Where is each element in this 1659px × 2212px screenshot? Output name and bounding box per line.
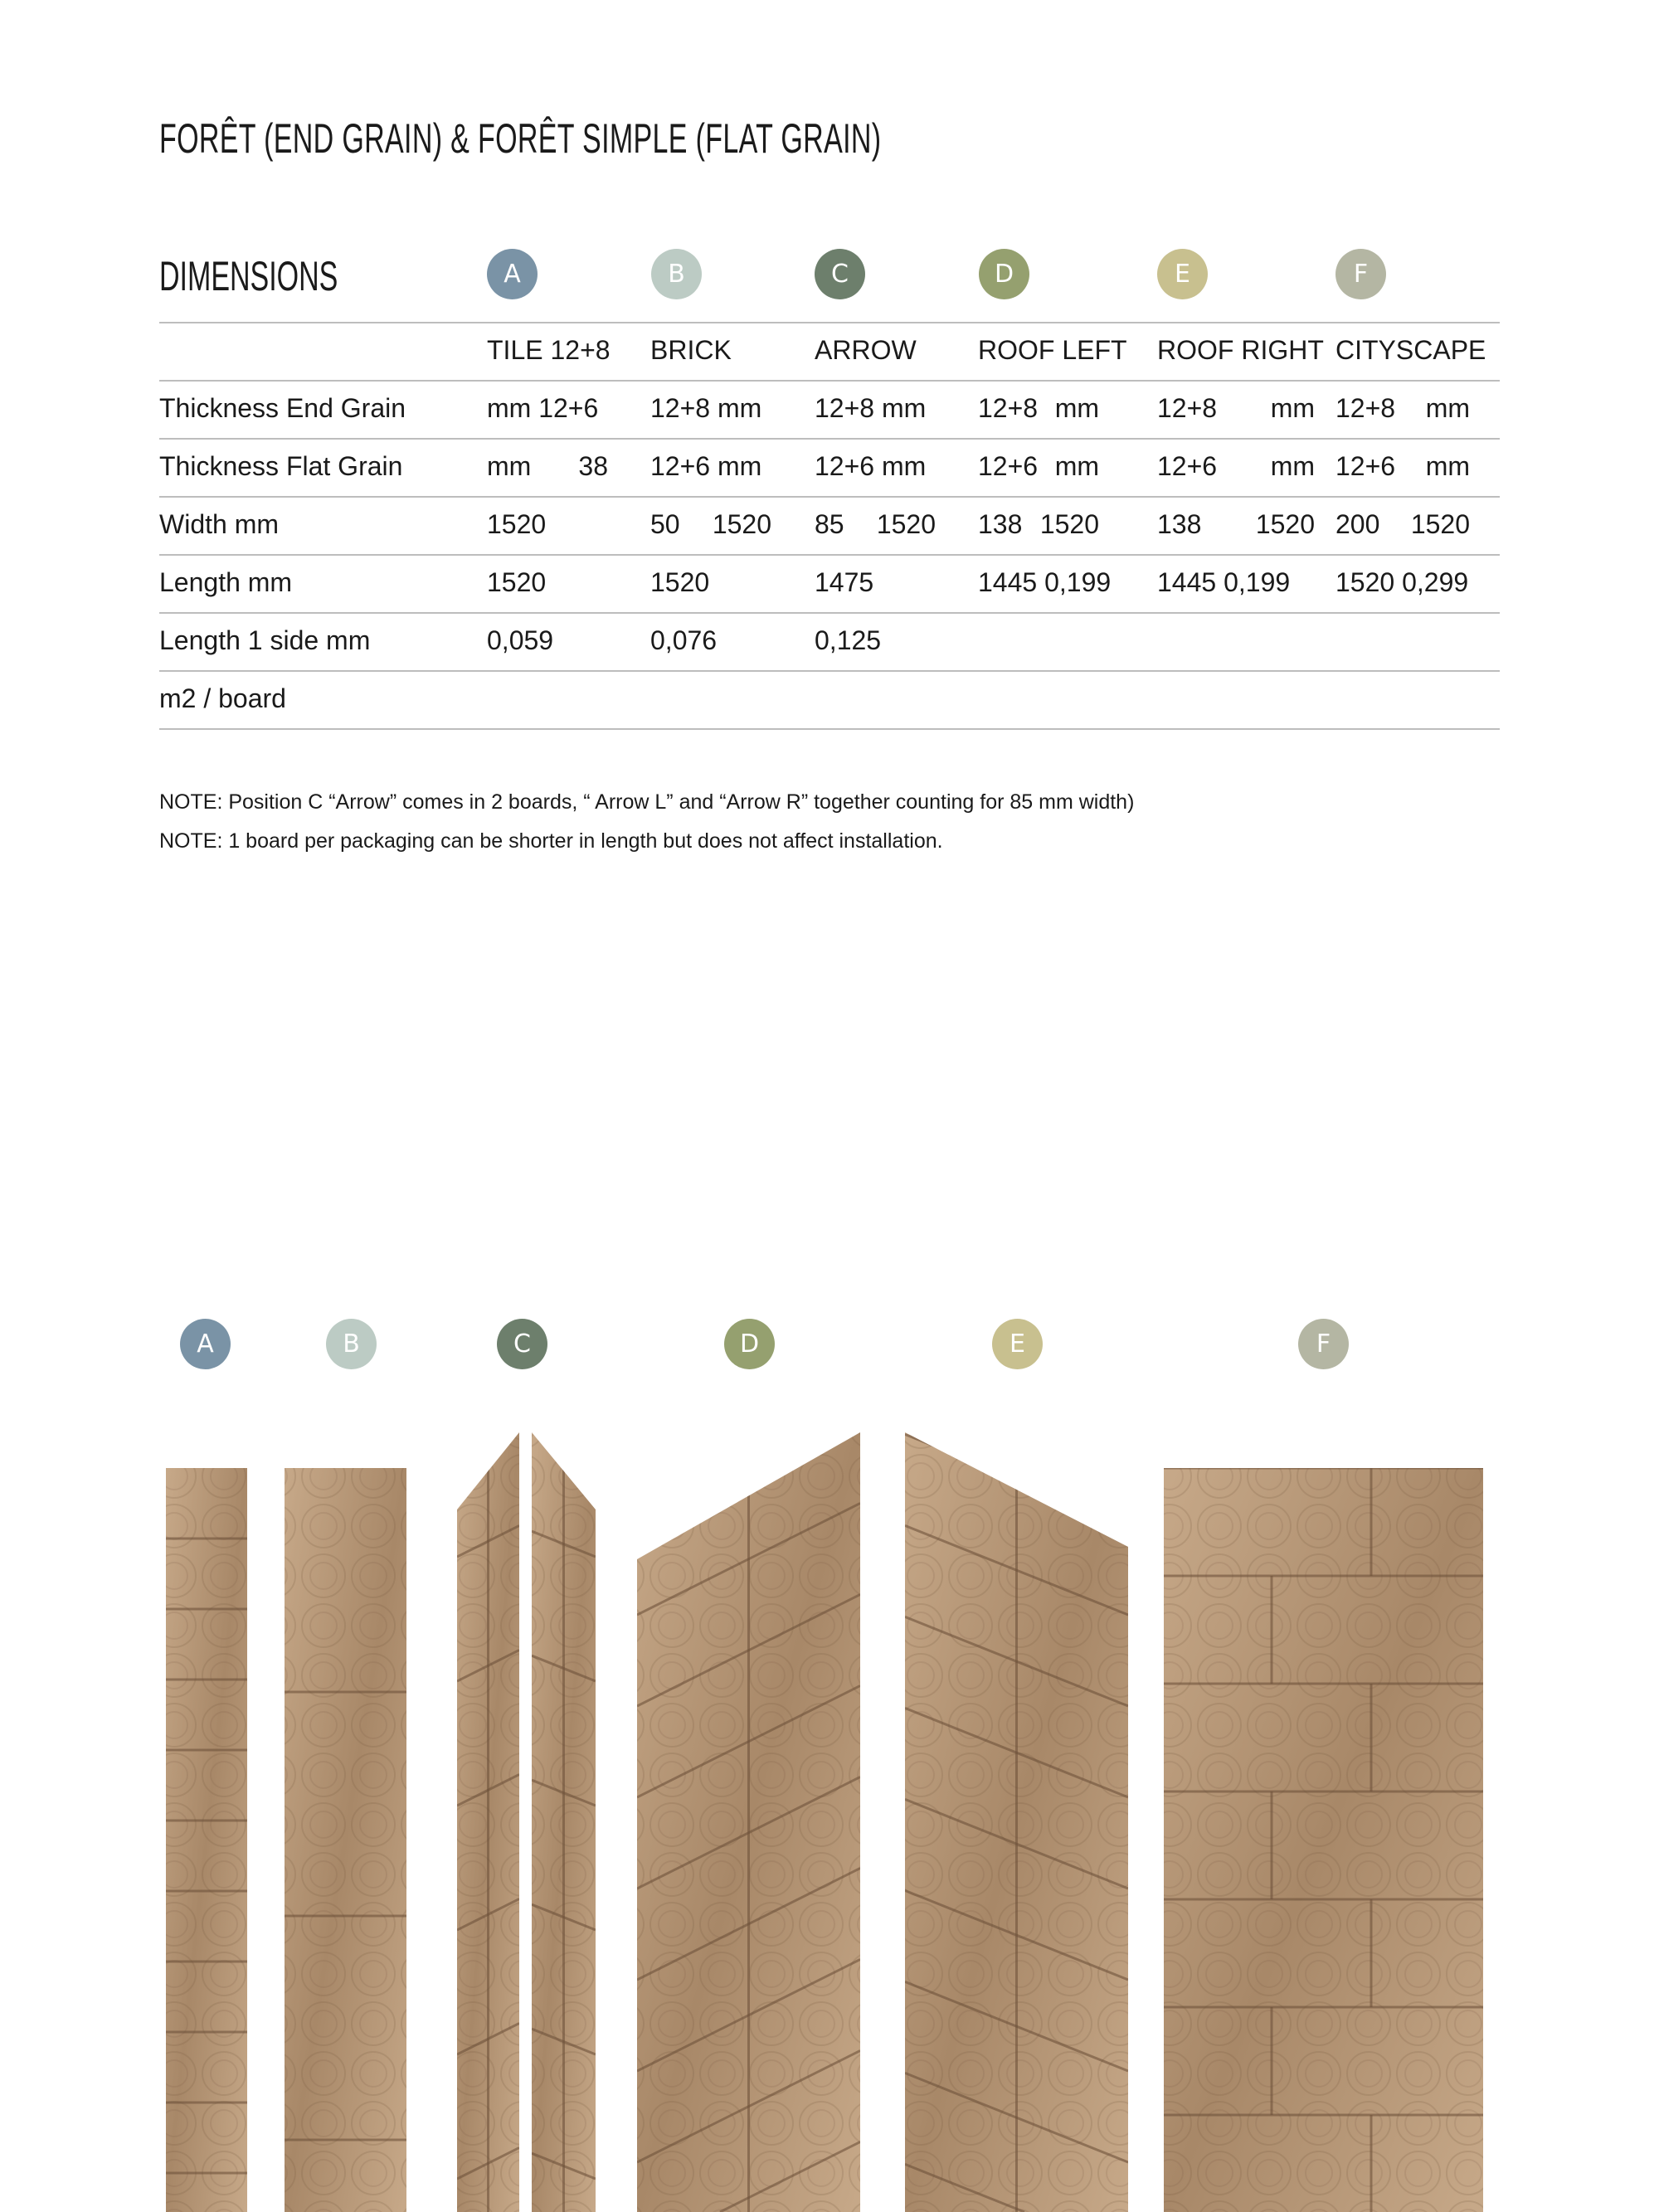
board-badge-b: B <box>326 1319 377 1369</box>
page-title: FORÊT (END GRAIN) & FORÊT SIMPLE (FLAT GRAIN) <box>159 115 882 162</box>
note-arrow: NOTE: Position C “Arrow” comes in 2 boards, “ Arrow L” and “Arrow R” together counting for 85 mm width) <box>159 790 1135 814</box>
table-row <box>159 554 1500 612</box>
cell-value: 12+8 mm <box>650 393 762 423</box>
position-badge-f: F <box>1335 249 1386 299</box>
table-cell <box>978 335 1127 366</box>
table-cell <box>487 393 608 424</box>
cell-value: 12+8 <box>978 393 1039 423</box>
cell-value: 12+6 <box>1335 451 1396 481</box>
table-cell <box>978 567 1112 598</box>
board-illustrations <box>0 1402 1659 2212</box>
table-cell <box>487 625 608 656</box>
cell-value: 12+6 mm <box>815 451 927 481</box>
position-badge-d: D <box>979 249 1029 299</box>
table-cell <box>815 625 936 656</box>
note-packaging: NOTE: 1 board per packaging can be shorter in length but does not affect installation. <box>159 829 943 853</box>
row-label: Thickness End Grain <box>159 393 406 423</box>
position-badge-e: E <box>1157 249 1208 299</box>
cell-value: 1520 <box>712 509 771 539</box>
cell-value: TILE 12+8 <box>487 335 611 365</box>
row-label: Thickness Flat Grain <box>159 451 403 481</box>
row-label: Width mm <box>159 509 279 539</box>
cell-value: 12+6 <box>1157 451 1218 481</box>
row-label: Length 1 side mm <box>159 625 371 655</box>
cell-value: 12+8 <box>1335 393 1396 423</box>
board-b-brick <box>285 1468 406 2212</box>
board-badge-a: A <box>180 1319 231 1369</box>
table-row <box>159 670 1500 730</box>
table-cell <box>815 393 936 424</box>
dimensions-heading: DIMENSIONS <box>159 253 338 299</box>
cell-value: 38 <box>578 451 608 481</box>
cell-value: CITYSCAPE <box>1335 335 1486 365</box>
cell-value: 0,125 <box>815 625 882 655</box>
board-c-arrow-left <box>457 1432 519 2212</box>
cell-value: 1520 <box>1410 509 1470 539</box>
table-cell <box>1157 567 1315 598</box>
cell-value: 85 <box>815 509 844 539</box>
cell-value: ARROW <box>815 335 917 365</box>
table-cell <box>650 393 771 424</box>
table-cell <box>1335 451 1470 482</box>
position-badge-a: A <box>487 249 538 299</box>
table-cell <box>1157 335 1324 366</box>
cell-value: 12+6 <box>978 451 1039 481</box>
table-cell <box>650 625 771 656</box>
cell-value: 138 <box>978 509 1023 539</box>
table-cell <box>650 509 771 540</box>
cell-value: ROOF LEFT <box>978 335 1127 365</box>
dimensions-table <box>159 322 1500 730</box>
cell-value: 200 <box>1335 509 1380 539</box>
cell-value: 0,076 <box>650 625 718 655</box>
table-cell <box>487 335 611 366</box>
cell-value: 1475 <box>815 567 874 597</box>
board-badge-e: E <box>992 1319 1043 1369</box>
cell-value: 1445 0,199 <box>978 567 1112 597</box>
board-d-roof-left <box>637 1432 860 2212</box>
board-f-cityscape <box>1164 1468 1483 2212</box>
row-label: m2 / board <box>159 683 286 713</box>
table-cell <box>1335 393 1470 424</box>
cell-value: mm <box>1425 393 1470 423</box>
cell-value: 12+8 mm <box>815 393 927 423</box>
table-cell <box>1157 451 1315 482</box>
cell-value: 1520 <box>1039 509 1099 539</box>
board-e-roof-right <box>905 1432 1128 2212</box>
table-cell <box>815 567 936 598</box>
table-cell <box>1335 335 1486 366</box>
table-cell <box>650 451 771 482</box>
cell-value: mm <box>487 451 532 481</box>
cell-value: mm <box>1054 393 1099 423</box>
table-cell <box>815 451 936 482</box>
cell-value: 12+8 <box>1157 393 1218 423</box>
position-badge-b: B <box>651 249 702 299</box>
table-cell <box>650 335 771 366</box>
cell-value: 1520 <box>650 567 710 597</box>
table-row <box>159 380 1500 438</box>
board-c-arrow-right <box>532 1432 596 2212</box>
cell-value: 1445 0,199 <box>1157 567 1291 597</box>
cell-value: 12+6 mm <box>650 451 762 481</box>
cell-value: 138 <box>1157 509 1202 539</box>
cell-value: 50 <box>650 509 680 539</box>
table-cell <box>487 509 608 540</box>
table-row <box>159 612 1500 670</box>
table-row <box>159 496 1500 554</box>
position-badge-c: C <box>815 249 865 299</box>
table-cell <box>1335 567 1470 598</box>
table-cell <box>978 451 1099 482</box>
cell-value: mm <box>1054 451 1099 481</box>
table-row <box>159 322 1500 380</box>
row-label: Length mm <box>159 567 293 597</box>
cell-value: 1520 <box>487 509 547 539</box>
board-badge-d: D <box>724 1319 775 1369</box>
board-a-tile <box>166 1468 247 2212</box>
table-cell <box>815 335 936 366</box>
table-cell <box>487 451 608 482</box>
cell-value: 1520 <box>876 509 936 539</box>
table-cell <box>1157 509 1315 540</box>
cell-value: mm <box>1270 451 1315 481</box>
cell-value: 1520 <box>1255 509 1315 539</box>
cell-value: 1520 <box>487 567 547 597</box>
cell-value: ROOF RIGHT <box>1157 335 1324 365</box>
cell-value: 0,059 <box>487 625 554 655</box>
cell-value: BRICK <box>650 335 732 365</box>
table-cell <box>650 567 771 598</box>
cell-value: mm <box>1425 451 1470 481</box>
board-badge-c: C <box>497 1319 547 1369</box>
cell-value: mm 12+6 <box>487 393 599 423</box>
cell-value: mm <box>1270 393 1315 423</box>
table-cell <box>978 509 1099 540</box>
cell-value: 1520 0,299 <box>1335 567 1469 597</box>
table-row <box>159 438 1500 496</box>
table-cell <box>1157 393 1315 424</box>
table-cell <box>978 393 1099 424</box>
table-cell <box>487 567 608 598</box>
board-badge-f: F <box>1298 1319 1349 1369</box>
table-cell <box>815 509 936 540</box>
table-cell <box>1335 509 1470 540</box>
